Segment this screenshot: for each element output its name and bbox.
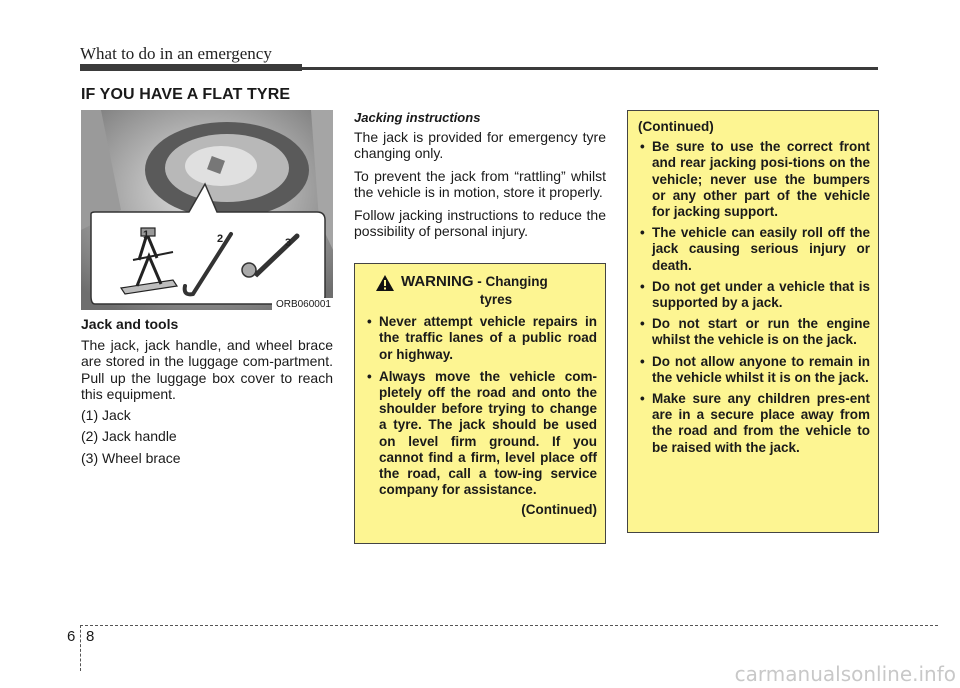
warning-bullet: • Never attempt vehicle repairs in the traffic lanes of a public road or highway. xyxy=(365,314,597,363)
continued-bullet: • The vehicle can easily roll off the jack causing serious injury or death. xyxy=(638,225,870,274)
page-number: 8 xyxy=(86,628,95,645)
warning-word: WARNING xyxy=(401,273,474,290)
tool-item-wheel-brace: (3) Wheel brace xyxy=(81,449,181,466)
warning-box xyxy=(354,263,606,544)
section-title: IF YOU HAVE A FLAT TYRE xyxy=(81,86,291,103)
header-rule xyxy=(80,67,878,70)
warning-triangle-icon xyxy=(375,274,395,292)
tools-illustration xyxy=(81,110,333,310)
continued-bullet-list xyxy=(638,139,870,456)
label-2: 2 xyxy=(217,233,224,245)
figure-code: ORB060001 xyxy=(272,298,333,310)
tool-item-jack: (1) Jack xyxy=(81,406,131,423)
continued-bullet: • Be sure to use the correct front and rear jacking posi-tions on the vehicle; never use the bumpers or any other part of the vehicle for jacking support. xyxy=(638,139,870,220)
warning-continued-label: (Continued) xyxy=(521,502,597,518)
luggage-compartment-photo xyxy=(81,110,333,310)
jack-and-tools-heading: Jack and tools xyxy=(81,316,179,332)
jacking-paragraph-3: Follow jacking instructions to reduce the possibility of personal injury. xyxy=(354,206,606,239)
continued-heading: (Continued) xyxy=(638,119,714,134)
chapter-number: 6 xyxy=(67,628,76,645)
continued-bullet: • Do not get under a vehicle that is supported by a jack. xyxy=(638,279,870,311)
warning-bullet-list xyxy=(365,314,597,498)
label-3: 3 xyxy=(285,237,292,249)
jack-and-tools-body: The jack, jack handle, and wheel brace are stored in the luggage com-partment. Pull up the luggage box cover to reach this equipment. xyxy=(81,336,333,402)
continued-bullet: • Make sure any children pres-ent are in a secure place away from the road and from the vehicle to be raised with the jack. xyxy=(638,391,870,456)
continued-bullet: • Do not start or run the engine whilst the vehicle is on the jack. xyxy=(638,316,870,348)
continued-bullet: • Do not allow anyone to remain in the vehicle whilst it is on the jack. xyxy=(638,354,870,386)
jack-and-tools-section xyxy=(81,316,333,471)
jacking-paragraph-2: To prevent the jack from “rattling” whilst the vehicle is in motion, store it properly. xyxy=(354,167,606,200)
label-1: 1 xyxy=(143,229,150,241)
warning-continued-box xyxy=(627,110,879,533)
page-header-title: What to do in an emergency xyxy=(80,44,272,63)
footer-divider xyxy=(80,625,938,626)
watermark: carmanualsonline.info xyxy=(734,662,956,686)
tool-item-jack-handle: (2) Jack handle xyxy=(81,428,177,444)
jacking-instructions-section xyxy=(354,110,606,246)
warning-bullet: • Always move the vehicle com-pletely off the road and onto the shoulder before trying to change a tyre. The jack should be used on level firm ground. If you cannot find a firm, level place off the road, call a tow-ing service company for assistance. xyxy=(365,369,597,499)
warning-header xyxy=(365,274,597,292)
warning-subtitle-1: - Changing xyxy=(477,274,548,289)
footer-divider-vertical xyxy=(80,625,81,671)
jacking-paragraph-1: The jack is provided for emergency tyre changing only. xyxy=(354,128,606,161)
warning-subtitle-2: tyres xyxy=(479,292,513,307)
jacking-instructions-heading: Jacking instructions xyxy=(354,110,481,125)
